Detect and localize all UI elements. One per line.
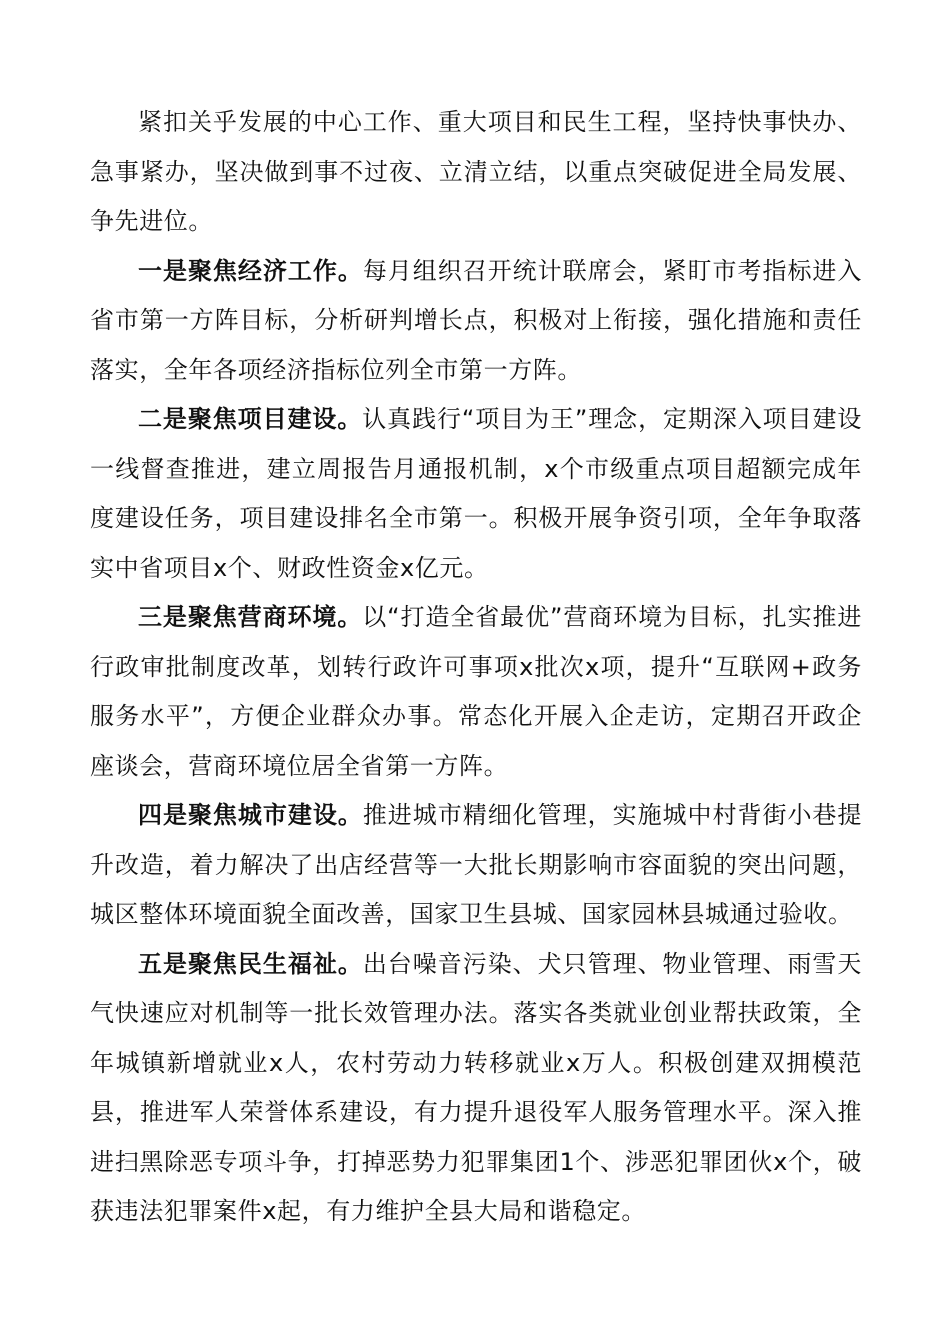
- paragraph-text: 出台噪音污染、犬只管理、物业管理、雨雪天气快速应对机制等一批长效管理办法。落实各类就业创业帮扶政策，全年城镇新增就业x人，农村劳动力转移就业x万人。积极创建双拥模范县，推进军人荣誉体系建设，有力提升退役军人服务管理水平。深入推进扫黑除恶专项斗争，打掉恶势力犯罪集团1个、涉恶犯罪团伙x个，破获违法犯罪案件x起，有力维护全县大局和谐稳定。: [90, 949, 862, 1225]
- paragraph-text: 推进城市精细化管理，实施城中村背街小巷提升改造，着力解决了出店经营等一大批长期影响市容面貌的突出问题，城区整体环境面貌全面改善，国家卫生县城、国家园林县城通过验收。: [90, 801, 862, 928]
- paragraph-heading: 一是聚焦经济工作。: [138, 256, 363, 285]
- paragraph-text: 每月组织召开统计联席会，紧盯市考指标进入省市第一方阵目标，分析研判增长点，积极对上衔接，强化措施和责任落实，全年各项经济指标位列全市第一方阵。: [90, 256, 862, 384]
- paragraph-text: 紧扣关乎发展的中心工作、重大项目和民生工程，坚持快事快办、急事紧办，坚决做到事不过夜、立清立结，以重点突破促进全局发展、争先进位。: [90, 108, 862, 235]
- document-page: [90, 98, 862, 1237]
- paragraph-livelihood: [90, 940, 862, 1237]
- paragraph-business-environment: [90, 593, 862, 791]
- paragraph-heading: 二是聚焦项目建设。: [138, 405, 363, 433]
- paragraph-economy: [90, 247, 862, 396]
- paragraph-heading: 三是聚焦营商环境。: [138, 603, 363, 631]
- paragraph-text: 认真践行“项目为王”理念，定期深入项目建设一线督查推进，建立周报告月通报机制，x个市级重点项目超额完成年度建设任务，项目建设排名全市第一。积极开展争资引项，全年争取落实中省项目x个、财政性资金x亿元。: [90, 405, 862, 582]
- paragraph-text: 以“打造全省最优”营商环境为目标，扎实推进行政审批制度改革，划转行政许可事项x批次x项，提升“互联网+政务服务水平”，方便企业群众办事。常态化开展入企走访，定期召开政企座谈会，营商环境位居全省第一方阵。: [90, 603, 862, 780]
- paragraph-projects: [90, 395, 862, 593]
- paragraph-heading: 四是聚焦城市建设。: [138, 801, 363, 829]
- paragraph-intro: [90, 98, 862, 247]
- paragraph-heading: 五是聚焦民生福祉。: [138, 949, 363, 978]
- paragraph-urban-construction: [90, 791, 862, 940]
